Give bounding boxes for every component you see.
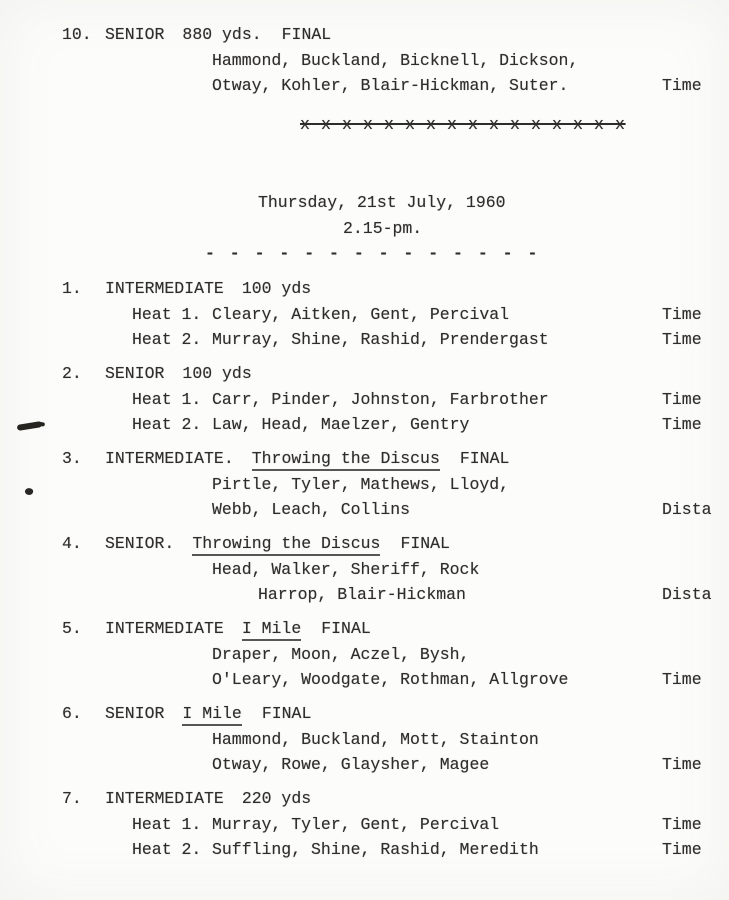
- session-date: Thursday, 21st July, 1960: [258, 193, 506, 212]
- result-label: Time: [662, 330, 702, 349]
- event-heading: [0, 786, 729, 812]
- participant-names: Otway, Rowe, Glaysher, Magee: [212, 755, 490, 774]
- event-title-underlined: Throwing the Discus: [192, 534, 380, 556]
- event-category: SENIOR: [105, 25, 165, 44]
- participant-names: Webb, Leach, Collins: [212, 500, 411, 519]
- participant-names: Otway, Kohler, Blair-Hickman, Suter.: [212, 76, 569, 95]
- event-title-underlined: I Mile: [182, 704, 241, 726]
- result-label: Time: [662, 840, 702, 859]
- struck-x-separator: x x x x x x x x x x x x x x x x: [300, 115, 626, 134]
- event-number: 6.: [62, 704, 82, 723]
- event-number: 3.: [62, 449, 82, 468]
- heat-row: [0, 302, 729, 328]
- heat-label: Heat 2.: [132, 840, 202, 859]
- event-title: 880 yds.: [182, 25, 262, 44]
- participant-row: [0, 752, 729, 778]
- event-category: SENIOR: [105, 704, 165, 723]
- participant-names: Murray, Shine, Rashid, Prendergast: [212, 330, 549, 349]
- event-block-2: [0, 361, 729, 438]
- participant-names: Pirtle, Tyler, Mathews, Lloyd,: [212, 474, 510, 494]
- event-category: INTERMEDIATE: [105, 789, 224, 808]
- participant-names: Suffling, Shine, Rashid, Meredith: [212, 840, 539, 859]
- participant-row: [0, 472, 729, 498]
- event-heading: [0, 361, 729, 387]
- event-category: SENIOR.: [105, 534, 175, 553]
- result-label: Time: [662, 389, 702, 409]
- event-heading: [0, 446, 729, 472]
- result-label: Time: [662, 670, 702, 689]
- event-number: 7.: [62, 789, 82, 808]
- session-time: 2.15-pm.: [343, 218, 423, 238]
- dashed-rule: - - - - - - - - - - - - - -: [205, 244, 540, 263]
- heat-label: Heat 1.: [132, 389, 202, 409]
- participant-row: [0, 48, 729, 74]
- participant-names: Cleary, Aitken, Gent, Percival: [212, 304, 510, 324]
- event-category: INTERMEDIATE: [105, 279, 224, 298]
- participant-names: Law, Head, Maelzer, Gentry: [212, 415, 470, 434]
- participant-row: [0, 582, 729, 608]
- participant-row: [0, 642, 729, 668]
- event-number: 1.: [62, 279, 82, 298]
- participant-row: [0, 73, 729, 99]
- event-final-label: FINAL: [261, 704, 312, 723]
- event-title-underlined: Throwing the Discus: [252, 449, 440, 471]
- event-block-6: [0, 701, 729, 778]
- participant-row: [0, 667, 729, 693]
- event-heading: [0, 276, 729, 302]
- event-block-4: [0, 531, 729, 608]
- heat-label: Heat 2.: [132, 415, 202, 434]
- event-final-label: FINAL: [281, 25, 332, 44]
- event-heading: [0, 531, 729, 557]
- section-separator: [0, 112, 729, 138]
- result-label: Time: [662, 304, 702, 324]
- participant-names: Carr, Pinder, Johnston, Farbrother: [212, 389, 549, 409]
- session-header: [0, 190, 729, 267]
- event-heading: [0, 616, 729, 642]
- event-block-7: [0, 786, 729, 863]
- event-title: 100 yds: [182, 364, 252, 383]
- event-category: INTERMEDIATE.: [105, 449, 234, 468]
- result-label: Time: [662, 814, 702, 834]
- event-heading: [0, 22, 729, 48]
- event-block-5: [0, 616, 729, 693]
- participant-names: Hammond, Buckland, Mott, Stainton: [212, 729, 539, 749]
- event-title: 220 yds: [241, 789, 312, 808]
- event-block-1: [0, 276, 729, 353]
- event-number: 5.: [62, 619, 82, 638]
- result-label: Dista: [662, 585, 712, 604]
- heat-row: [0, 327, 729, 353]
- result-label: Dista: [662, 500, 712, 519]
- heat-label: Heat 2.: [132, 330, 202, 349]
- event-block-3: [0, 446, 729, 523]
- event-category: INTERMEDIATE: [105, 619, 224, 638]
- event-final-label: FINAL: [321, 619, 371, 638]
- event-category: SENIOR: [105, 364, 165, 383]
- participant-names: Head, Walker, Sheriff, Rock: [212, 559, 480, 579]
- event-final-label: FINAL: [459, 449, 510, 468]
- event-number: 10.: [62, 25, 92, 44]
- event-title: 100 yds: [241, 279, 312, 298]
- participant-names: Harrop, Blair-Hickman: [258, 585, 466, 604]
- event-block-10: [0, 22, 729, 99]
- participant-row: [0, 497, 729, 523]
- result-label: Time: [662, 76, 702, 95]
- participant-row: [0, 557, 729, 583]
- event-title-underlined: I Mile: [242, 619, 301, 641]
- event-number: 4.: [62, 534, 82, 553]
- event-number: 2.: [62, 364, 82, 383]
- event-heading: [0, 701, 729, 727]
- heat-row: [0, 412, 729, 438]
- event-final-label: FINAL: [400, 534, 450, 553]
- participant-names: O'Leary, Woodgate, Rothman, Allgrove: [212, 670, 569, 689]
- result-label: Time: [662, 755, 702, 774]
- participant-names: Murray, Tyler, Gent, Percival: [212, 814, 500, 834]
- heat-row: [0, 837, 729, 863]
- participant-row: [0, 727, 729, 753]
- result-label: Time: [662, 415, 702, 434]
- heat-label: Heat 1.: [132, 814, 202, 834]
- heat-row: [0, 387, 729, 413]
- participant-names: Draper, Moon, Aczel, Bysh,: [212, 644, 470, 664]
- heat-label: Heat 1.: [132, 304, 202, 324]
- participant-names: Hammond, Buckland, Bicknell, Dickson,: [212, 50, 579, 70]
- heat-row: [0, 812, 729, 838]
